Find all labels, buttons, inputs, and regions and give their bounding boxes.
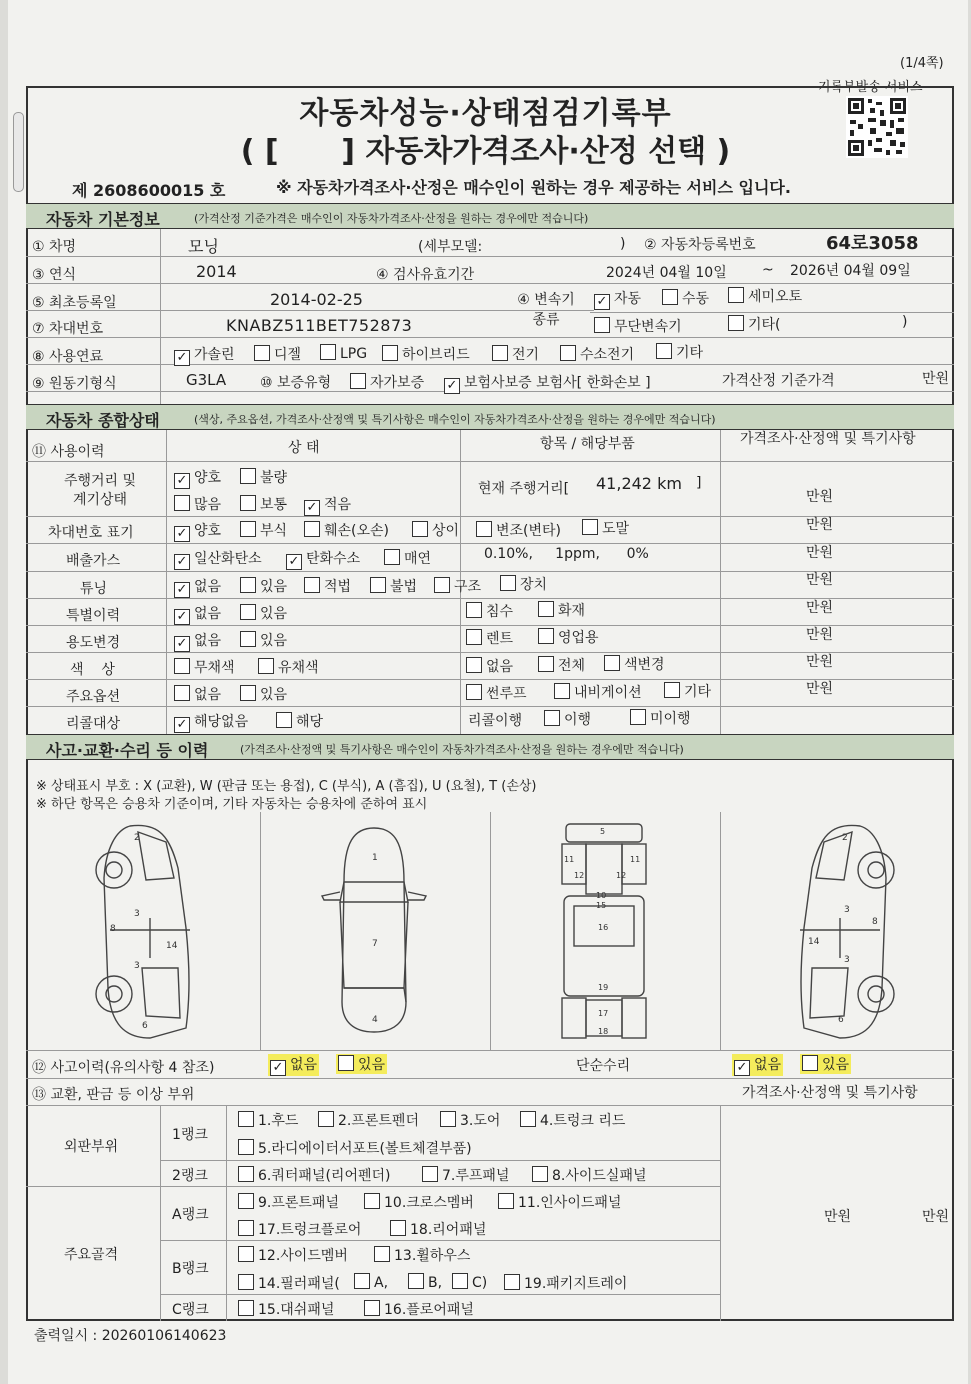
mileage-bad[interactable]: 불량 [240, 467, 287, 487]
reg-no: 64로3058 [826, 233, 919, 254]
color-full[interactable]: 전체 [538, 655, 585, 675]
option-navigation[interactable]: 내비게이션 [554, 682, 642, 702]
special-flood[interactable]: 침수 [466, 601, 513, 621]
svg-text:17: 17 [598, 1009, 609, 1018]
usage-rent[interactable]: 렌트 [466, 628, 513, 648]
tuning-legal[interactable]: 적법 [304, 576, 351, 596]
fuel-hybrid[interactable]: 하이브리드 [382, 344, 470, 364]
qr-service-label: 기록부발송 서비스 [818, 80, 923, 95]
accident-history-label: ⑫ 사고이력(유의사항 4 참조) [32, 1060, 215, 1076]
svg-text:3: 3 [134, 909, 140, 919]
special-none[interactable]: ✓ 없음 [174, 603, 221, 625]
option-none[interactable]: 없음 [174, 684, 221, 704]
recall-not-done[interactable]: 미이행 [630, 708, 691, 728]
abnormal-parts-label: ⑬ 교환, 판금 등 이상 부위 [32, 1087, 195, 1103]
svg-text:15: 15 [596, 901, 607, 910]
simple-repair-none[interactable]: ✓ 없음 [732, 1054, 783, 1076]
emission-co[interactable]: ✓ 일산화탄소 [174, 548, 262, 570]
fuel-label: ⑧ 사용연료 [32, 349, 104, 365]
use-history-header: ⑪ 사용이력 [32, 444, 105, 460]
svg-text:12: 12 [574, 871, 585, 880]
current-mileage: 41,242 km [596, 474, 682, 493]
usage-none[interactable]: ✓ 없음 [174, 630, 221, 652]
option-yes[interactable]: 있음 [240, 684, 287, 704]
outer-panel-label: 외판부위 [64, 1139, 119, 1155]
vin-mark-label: 차대번호 표기 [48, 525, 134, 541]
svg-text:3: 3 [134, 961, 140, 971]
reg-no-label: ② 자동차등록번호 [644, 237, 756, 253]
recall-action-label: 리콜이행 [468, 713, 523, 729]
print-date: 출력일시 : 20260106140623 [34, 1328, 227, 1344]
vin-mark-damage[interactable]: 훼손(오손) [304, 520, 389, 540]
svg-text:7: 7 [372, 939, 378, 949]
year: 2014 [196, 262, 237, 281]
part-pillar-panel[interactable]: 14.필러패널( [238, 1273, 340, 1293]
svg-text:2: 2 [842, 833, 848, 843]
tuning-illegal[interactable]: 불법 [370, 576, 417, 596]
page-number: (1/4쪽) [900, 56, 944, 71]
color-label: 색 상 [70, 662, 115, 678]
warranty-insurer[interactable]: ✓ 보험사보증 보험사[ 한화손보 ] [444, 372, 651, 394]
mileage-label: 주행거리 및 계기상태 [63, 473, 137, 508]
car-right-side-diagram [780, 818, 900, 1044]
tuning-none[interactable]: ✓ 없음 [174, 576, 221, 598]
svg-text:19: 19 [598, 983, 609, 992]
accident-none-left[interactable]: ✓ 없음 [268, 1054, 319, 1076]
special-label: 특별이력 [66, 608, 121, 624]
emission-label: 배출가스 [66, 553, 121, 569]
svg-text:14: 14 [808, 937, 820, 947]
status-header: 자동차 종합상태 (색상, 주요옵션, 가격조사·산정액 및 특기사항은 매수인이 자동차가격조사·산정을 원하는 경우에만 적습니다) [26, 404, 954, 430]
part-hood[interactable]: 1.후드 [238, 1110, 298, 1130]
form-title: 자동차성능·상태점검기록부 [299, 96, 672, 131]
service-notice: ※ 자동차가격조사·산정은 매수인이 원하는 경우 제공하는 서비스 입니다. [276, 178, 791, 197]
inspection-label: ④ 검사유효기간 [376, 267, 475, 283]
warranty-label: ⑩ 보증유형 [260, 375, 332, 391]
sub-model-label: (세부모델: [418, 239, 483, 255]
part-roof-panel[interactable]: 7.루프패널 [422, 1165, 509, 1185]
color-chromatic[interactable]: 유채색 [258, 657, 319, 677]
part-rear-panel[interactable]: 18.리어패널 [390, 1219, 486, 1239]
vin-mark-smeared[interactable]: 도말 [582, 518, 629, 538]
svg-text:16: 16 [598, 923, 609, 932]
part-cross-member[interactable]: 10.크로스멤버 [364, 1192, 474, 1212]
usage-business[interactable]: 영업용 [538, 627, 599, 647]
svg-text:4: 4 [372, 1015, 378, 1025]
main-frame-label: 주요골격 [64, 1247, 119, 1263]
color-achromatic[interactable]: 무채색 [174, 657, 235, 677]
basic-info-header: 자동차 기본정보 (가격산정 기준가격은 매수인이 자동차가격조사·산정을 원하는 경우에만 적습니다) [26, 203, 954, 229]
recall-not-applicable[interactable]: ✓ 해당없음 [174, 711, 248, 733]
svg-text:3: 3 [844, 905, 850, 915]
engine-type: G3LA [186, 371, 227, 389]
fuel-gasoline[interactable]: ✓ 가솔린 [174, 344, 235, 366]
special-yes[interactable]: 있음 [240, 603, 287, 623]
emission-hc[interactable]: ✓ 탄화수소 [286, 548, 360, 570]
part-package-tray[interactable]: 19.패키지트레이 [504, 1273, 627, 1293]
svg-text:8: 8 [110, 924, 116, 934]
simple-repair-label: 단순수리 [576, 1058, 631, 1074]
warranty-self[interactable]: 자가보증 [350, 372, 424, 392]
engine-label: ⑨ 원동기형식 [32, 376, 117, 392]
emission-values: 0.10%, 1ppm, 0% [484, 546, 649, 562]
color-change[interactable]: 색변경 [604, 654, 665, 674]
vin-label: ⑦ 차대번호 [32, 321, 104, 337]
svg-text:5: 5 [600, 827, 606, 836]
car-top-diagram [314, 822, 434, 1038]
part-inside-panel[interactable]: 11.인사이드패널 [498, 1192, 621, 1212]
svg-text:14: 14 [166, 941, 178, 951]
svg-text:6: 6 [142, 1021, 148, 1031]
svg-text:11: 11 [564, 855, 575, 864]
mileage-good[interactable]: ✓ 양호 [174, 467, 221, 489]
fuel-other[interactable]: 기타 [656, 342, 703, 362]
fuel-electric[interactable]: 전기 [492, 344, 539, 364]
part-side-sill[interactable]: 8.사이드실패널 [532, 1165, 647, 1185]
part-side-member[interactable]: 12.사이드멤버 [238, 1245, 348, 1265]
current-mileage-label: 현재 주행거리[ [478, 481, 570, 497]
recall-applicable[interactable]: 해당 [276, 711, 323, 731]
car-left-side-diagram [90, 818, 210, 1044]
fuel-lpg[interactable]: LPG [320, 344, 367, 362]
doc-number: 제 2608600015 호 [72, 181, 226, 200]
trans-auto[interactable]: ✓ 자동 [594, 288, 641, 310]
part-trunk-floor[interactable]: 17.트렁크플로어 [238, 1219, 361, 1239]
svg-text:10: 10 [596, 891, 607, 900]
price-base-label: 가격산정 기준가격 [722, 373, 835, 389]
part-front-panel[interactable]: 9.프론트패널 [238, 1192, 339, 1212]
usage-yes[interactable]: 있음 [240, 630, 287, 650]
part-floor-panel[interactable]: 16.플로어패널 [364, 1299, 474, 1319]
tuning-yes[interactable]: 있음 [240, 576, 287, 596]
first-reg-label: ⑤ 최초등록일 [32, 295, 117, 311]
legend-note: ※ 하단 항목은 승용차 기준이며, 기타 자동차는 승용차에 준하여 표시 [36, 797, 428, 812]
special-fire[interactable]: 화재 [538, 600, 585, 620]
part-quarter-panel[interactable]: 6.쿼터패널(리어펜더) [238, 1165, 390, 1185]
trans-manual[interactable]: 수동 [662, 288, 709, 308]
part-wheel-house[interactable]: 13.휠하우스 [374, 1245, 470, 1265]
legend-symbols: ※ 상태표시 부호 : X (교환), W (판금 또는 용접), C (부식), A (흠집), U (요철), T (손상) [36, 779, 537, 794]
form-subtitle: ( [ ] 자동차가격조사·산정 선택 ) [240, 134, 731, 169]
car-frame-diagram [556, 822, 652, 1044]
tuning-label: 튜닝 [80, 581, 108, 597]
year-label: ③ 연식 [32, 267, 77, 283]
part-door[interactable]: 3.도어 [440, 1110, 500, 1130]
svg-text:12: 12 [616, 871, 627, 880]
trans-semi[interactable]: 세미오토 [728, 286, 802, 306]
vin-mark-corrosion[interactable]: 부식 [240, 520, 287, 540]
inspection-from: 2024년 04월 10일 [606, 265, 727, 281]
abnormal-price-header: 가격조사·산정액 및 특기사항 [742, 1085, 918, 1101]
tuning-device[interactable]: 장치 [500, 574, 547, 594]
recall-label: 리콜대상 [66, 716, 121, 732]
part-pillar-a[interactable]: A, [354, 1273, 388, 1291]
part-front-fender[interactable]: 2.프론트펜더 [318, 1110, 419, 1130]
vin-mark-good[interactable]: ✓ 양호 [174, 520, 221, 542]
svg-text:6: 6 [838, 1015, 844, 1025]
mileage-few[interactable]: ✓ 적음 [304, 494, 351, 516]
trans-cvt[interactable]: 무단변속기 [594, 316, 682, 336]
part-radiator-support[interactable]: 5.라디에이터서포트(볼트체결부품) [238, 1138, 472, 1158]
part-trunk-lid[interactable]: 4.트렁크 리드 [520, 1110, 625, 1130]
fuel-hydrogen[interactable]: 수소전기 [560, 344, 634, 364]
vin-mark-altered[interactable]: 변조(변타) [476, 520, 561, 540]
usage-change-label: 용도변경 [66, 635, 121, 651]
svg-text:8: 8 [872, 917, 878, 927]
part-pillar-c[interactable]: C) [452, 1273, 487, 1291]
recall-done[interactable]: 이행 [544, 709, 591, 729]
part-pillar-b[interactable]: B, [408, 1273, 442, 1291]
color-none[interactable]: 없음 [466, 656, 513, 676]
trans-other[interactable]: 기타( [728, 314, 781, 334]
tuning-structure[interactable]: 구조 [434, 576, 481, 596]
mileage-normal[interactable]: 보통 [240, 494, 287, 514]
car-name: 모닝 [188, 237, 219, 256]
car-name-label: ① 차명 [32, 239, 77, 255]
svg-text:11: 11 [630, 855, 641, 864]
svg-text:18: 18 [598, 1027, 609, 1036]
emission-smoke[interactable]: 매연 [384, 548, 431, 568]
accident-yes-left[interactable]: 있음 [336, 1054, 387, 1074]
mileage-many[interactable]: 많음 [174, 494, 221, 514]
accident-header: 사고·교환·수리 등 이력 (가격조사·산정액 및 특기사항은 매수인이 자동차가격조사·산정을 원하는 경우에만 적습니다) [26, 734, 954, 760]
option-sunroof[interactable]: 썬루프 [466, 683, 527, 703]
svg-text:1: 1 [372, 853, 378, 863]
vin-mark-different[interactable]: 상이 [412, 520, 459, 540]
part-dash-panel[interactable]: 15.대쉬패널 [238, 1299, 334, 1319]
transmission-label: ④ 변속기 종류 [517, 292, 575, 328]
option-label: 주요옵션 [66, 689, 121, 705]
option-other[interactable]: 기타 [664, 681, 711, 701]
svg-text:2: 2 [134, 833, 140, 843]
svg-text:3: 3 [844, 955, 850, 965]
fuel-diesel[interactable]: 디젤 [254, 344, 301, 364]
vin: KNABZ511BET752873 [226, 316, 413, 335]
inspection-to: 2026년 04월 09일 [790, 263, 911, 279]
simple-repair-yes[interactable]: 있음 [800, 1054, 851, 1074]
first-reg-date: 2014-02-25 [270, 290, 363, 309]
